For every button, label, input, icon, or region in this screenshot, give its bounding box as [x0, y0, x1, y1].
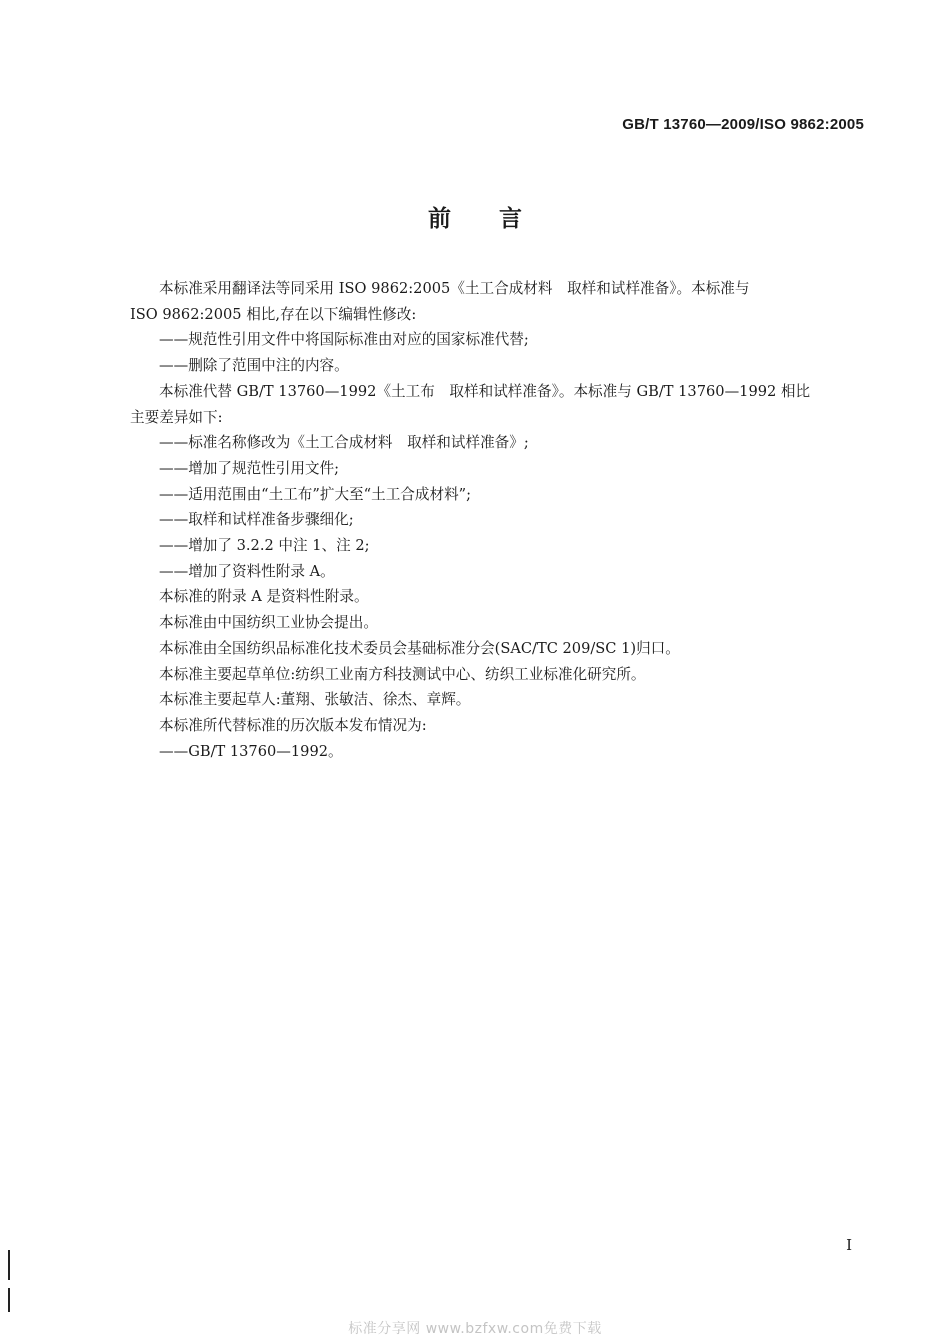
footer-watermark: 标准分享网 www.bzfxw.com免费下载: [348, 1321, 602, 1337]
list-item: ——取样和试样准备步骤细化;: [159, 511, 354, 529]
paragraph-adoption-line2: ISO 9862:2005 相比,存在以下编辑性修改:: [130, 305, 417, 323]
paragraph-annex: 本标准的附录 A 是资料性附录。: [159, 588, 369, 606]
standard-number: GB/T 13760—2009/ISO 9862:2005: [622, 116, 864, 133]
paragraph-drafters: 本标准主要起草人:董翔、张敏洁、徐杰、章辉。: [159, 691, 471, 709]
list-item: ——适用范围由“土工布”扩大至“土工合成材料”;: [159, 485, 472, 503]
page-title: 前言: [428, 206, 570, 232]
scan-edge-mark: [8, 1288, 10, 1312]
list-item: ——删除了范围中注的内容。: [159, 357, 349, 375]
paragraph-history: 本标准所代替标准的历次版本发布情况为:: [159, 716, 427, 734]
paragraph-adoption-line1: 本标准采用翻译法等同采用 ISO 9862:2005《土工合成材料 取样和试样准备》。本标准与: [159, 280, 750, 297]
paragraph-drafting-units: 本标准主要起草单位:纺织工业南方科技测试中心、纺织工业标准化研究所。: [159, 665, 646, 683]
page-number: I: [846, 1236, 852, 1254]
list-item: ——增加了规范性引用文件;: [159, 459, 340, 477]
list-item: ——增加了资料性附录 A。: [159, 562, 335, 580]
paragraph-proposer: 本标准由中国纺织工业协会提出。: [159, 614, 378, 632]
scan-edge-mark: [8, 1250, 10, 1280]
list-item: ——规范性引用文件中将国际标准由对应的国家标准代替;: [159, 331, 529, 349]
list-item: ——标准名称修改为《土工合成材料 取样和试样准备》;: [159, 434, 529, 452]
paragraph-replacement-line2: 主要差异如下:: [130, 408, 223, 426]
paragraph-replacement-line1: 本标准代替 GB/T 13760—1992《土工布 取样和试样准备》。本标准与 GB/T 13760—1992 相比: [159, 382, 811, 400]
list-item: ——GB/T 13760—1992。: [159, 742, 343, 760]
list-item: ——增加了 3.2.2 中注 1、注 2;: [159, 537, 370, 555]
paragraph-committee: 本标准由全国纺织品标准化技术委员会基础标准分会(SAC/TC 209/SC 1)归口。: [159, 639, 680, 657]
foreword-body: [130, 276, 865, 764]
